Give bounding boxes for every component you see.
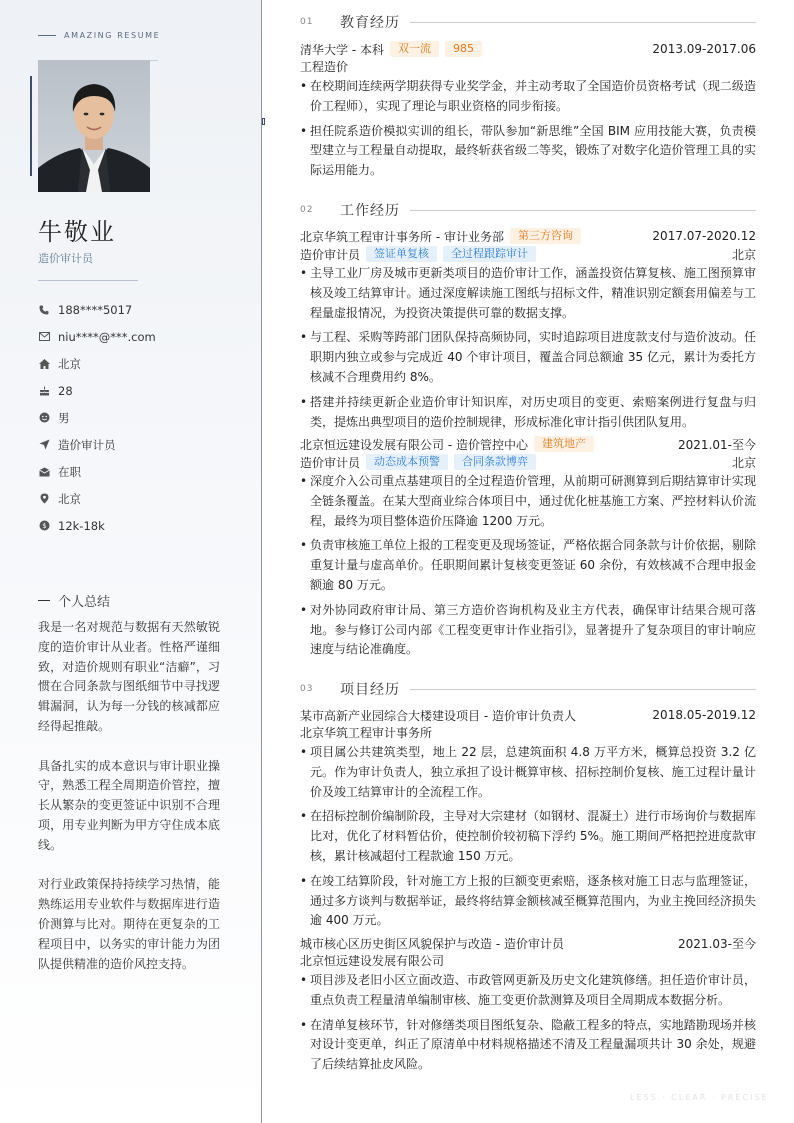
contact-position (38, 431, 248, 458)
contact-text: 男 (58, 410, 70, 425)
project-header (300, 934, 756, 952)
project-bullets (300, 971, 756, 1075)
project-date: 2018.05-2019.12 (652, 708, 756, 722)
location-icon (38, 493, 50, 505)
job-block (300, 435, 756, 665)
section-rule (410, 210, 756, 211)
contact-email (38, 323, 248, 350)
brand-line (38, 35, 56, 36)
company-tag: 第三方咨询 (510, 228, 581, 244)
salary-icon (38, 520, 50, 532)
education-block (300, 40, 756, 186)
job-role-row (300, 245, 756, 263)
job-role-row (300, 453, 756, 471)
gender-icon (38, 412, 50, 424)
list-item: • 搭建并持续更新企业造价审计知识库，对历史项目的变更、索赔案例进行复盘与归类，提炼出典型项目的造价控制规律，形成标准化审计指引供团队复用。 (300, 393, 756, 433)
project-name: 城市核心区历史街区风貌保护与改造 - 造价审计员 (300, 936, 564, 951)
education-date: 2013.09-2017.06 (652, 42, 756, 56)
list-item: • 在招标控制价编制阶段，主导对大宗建材（如钢材、混凝土）进行市场询价与数据库比对，优化了材料暂估价，使控制价较初稿下浮约 5%。施工期间严格把控进度款审核，累计核减超付工程款逾 150 万元。 (300, 807, 756, 866)
job-header (300, 227, 756, 245)
home-icon (38, 358, 50, 370)
job-block (300, 227, 756, 437)
brand-text: AMAZING RESUME (64, 31, 161, 40)
contact-age (38, 377, 248, 404)
section-title: 教育经历 (340, 15, 400, 31)
job-bullets (300, 472, 756, 660)
list-item: • 项目属公共建筑类型，地上 22 层，总建筑面积 4.8 万平方米，概算总投资 3.2 亿元。作为审计负责人，独立承担了设计概算审核、招标控制价复核、施工过程计量计价及竣工结算审计的全流程工作。 (300, 743, 756, 802)
contact-salary (38, 512, 248, 539)
footer-watermark: LESS · CLEAR · PRECISE (630, 1093, 769, 1102)
school-tag: 双一流 (390, 41, 439, 57)
project-org: 北京华筑工程审计事务所 (300, 726, 433, 740)
job-header (300, 435, 756, 453)
list-item: • 与工程、采购等跨部门团队保持高频协同，实时追踪项目进度款支付与造价波动。任职期内独立或参与完成近 40 个审计项目，覆盖合同总额逾 35 亿元，累计为委托方核减不合理费用约 8%。 (300, 328, 756, 387)
profile-title: 造价审计员 (38, 252, 93, 265)
contact-phone (38, 296, 248, 323)
section-title: 工作经历 (340, 203, 400, 219)
summary-dash (38, 600, 50, 601)
summary-text (38, 618, 220, 994)
job-company: 北京华筑工程审计事务所 - 审计业务部 (300, 229, 504, 244)
section-education (300, 12, 756, 32)
section-rule (410, 22, 756, 23)
status-icon (38, 466, 50, 478)
phone-icon (38, 304, 50, 316)
list-item: • 担任院系造价模拟实训的组长，带队参加“新思维”全国 BIM 应用技能大赛，负责模型建立与工程量自动提取，最终斩获省级二等奖，锻炼了对数字化造价管理工具的实际运用能力。 (300, 122, 756, 181)
role-tag: 签证单复核 (366, 246, 437, 262)
job-company: 北京恒远建设发展有限公司 - 造价管控中心 (300, 437, 528, 452)
project-org: 北京恒远建设发展有限公司 (300, 954, 445, 968)
contact-text: 28 (58, 383, 73, 398)
section-number: 03 (300, 684, 314, 694)
summary-title: 个人总结 (58, 595, 111, 610)
project-block (300, 706, 756, 936)
contact-home (38, 350, 248, 377)
list-item: • 深度介入公司重点基建项目的全过程造价管理，从前期可研测算到后期结算审计实现全链条覆盖。在某大型商业综合体项目中，通过优化桩基施工方案、严控材料认价流程，最终为项目整体造价压降逾 1200 万元。 (300, 472, 756, 531)
contact-text: niu****@***.com (58, 329, 156, 344)
contact-list (38, 296, 248, 539)
contact-text: 造价审计员 (58, 437, 116, 452)
contact-text: 在职 (58, 464, 81, 479)
project-header (300, 706, 756, 724)
brand (38, 31, 160, 40)
name-divider (38, 280, 138, 281)
job-bullets (300, 264, 756, 432)
job-city: 北京 (731, 455, 756, 470)
list-item: • 在竣工结算阶段，针对施工方上报的巨额变更索赔，逐条核对施工日志与监理签证，通过多方谈判与数据举证，最终将结算金额核减至概算范围内，为业主挽回经济损失逾 400 万元。 (300, 872, 756, 931)
profile-name: 牛敬业 (38, 218, 116, 246)
summary-paragraph: 我是一名对规范与数据有天然敏锐度的造价审计从业者。性格严谨细致，对造价规则有职业“洁癖”，习惯在合同条款与图纸细节中寻找逻辑漏洞，认为每一分钱的核减都应经得起推敲。 (38, 620, 220, 733)
list-item: • 在清单复核环节，针对修缮类项目图纸复杂、隐蔽工程多的特点，实地踏勘现场并核对设计变更单，纠正了原清单中材料规格描述不清及工程量漏项共计 30 余处，规避了后续结算扯皮风险。 (300, 1016, 756, 1075)
company-tag: 建筑地产 (534, 436, 594, 452)
send-icon (38, 439, 50, 451)
education-bullets (300, 77, 756, 181)
project-date: 2021.03-至今 (678, 936, 756, 951)
job-date: 2021.01-至今 (678, 437, 756, 452)
school-name: 清华大学 - 本科 (300, 42, 384, 57)
role-tag: 合同条款博弈 (454, 454, 536, 470)
section-number: 01 (300, 17, 314, 27)
contact-text: 北京 (58, 356, 81, 371)
avatar (38, 60, 150, 192)
section-number: 02 (300, 205, 314, 215)
summary-heading (38, 591, 110, 610)
gutter-marker (262, 118, 265, 125)
section-work (300, 200, 756, 220)
cake-icon (38, 385, 50, 397)
role-tag: 全过程跟踪审计 (443, 246, 536, 262)
section-projects (300, 679, 756, 699)
education-header (300, 40, 756, 58)
education-major: 工程造价 (300, 60, 349, 74)
job-role: 造价审计员 (300, 247, 361, 262)
summary-paragraph: 对行业政策保持持续学习热情，能熟练运用专业软件与数据库进行造价测算与比对。期待在更复杂的工程项目中，以务实的审计能力为团队提供精准的造价风控支持。 (38, 877, 220, 971)
mail-icon (38, 331, 50, 343)
section-rule (410, 689, 756, 690)
section-title: 项目经历 (340, 682, 400, 698)
project-bullets (300, 743, 756, 931)
sidebar-divider (261, 0, 262, 1123)
job-city: 北京 (731, 247, 756, 262)
contact-gender (38, 404, 248, 431)
contact-text: 12k-18k (58, 518, 105, 533)
summary-paragraph: 具备扎实的成本意识与审计职业操守，熟悉工程全周期造价管控，擅长从繁杂的变更签证中识别不合理项，用专业判断为甲方守住成本底线。 (38, 758, 220, 852)
school-tag: 985 (445, 41, 482, 57)
project-name: 某市高新产业园综合大楼建设项目 - 造价审计负责人 (300, 708, 576, 723)
contact-text: 188****5017 (58, 302, 133, 317)
svg-text:$: $ (41, 522, 47, 531)
job-date: 2017.07-2020.12 (652, 229, 756, 243)
list-item: • 项目涉及老旧小区立面改造、市政管网更新及历史文化建筑修缮。担任造价审计员，重点负责工程量清单编制审核、施工变更价款测算及项目全周期成本数据分析。 (300, 971, 756, 1011)
list-item: • 主导工业厂房及城市更新类项目的造价审计工作，涵盖投资估算复核、施工图预算审核及竣工结算审计。通过深度解读施工图纸与招标文件，精准识别定额套用偏差与工程量虚报情况，为投资决策提供可靠的数据支撑。 (300, 264, 756, 323)
role-tag: 动态成本预警 (366, 454, 448, 470)
contact-text: 北京 (58, 491, 81, 506)
job-role: 造价审计员 (300, 455, 361, 470)
list-item: • 负责审核施工单位上报的工程变更及现场签证，严格依据合同条款与计价依据，剔除重复计量与虚高单价。任职期间累计复核变更签证 60 余份，有效核减不合理申报金额逾 80 万元。 (300, 536, 756, 595)
list-item: • 对外协同政府审计局、第三方造价咨询机构及业主方代表，确保审计结果合规可落地。参与修订公司内部《工程变更审计作业指引》，显著提升了复杂项目的审计响应速度与结论准确度。 (300, 601, 756, 660)
avatar-portrait-icon (38, 60, 150, 192)
project-block (300, 934, 756, 1080)
list-item: • 在校期间连续两学期获得专业奖学金，并主动考取了全国造价员资格考试（现二级造价工程师），实现了理论与职业资格的同步衔接。 (300, 77, 756, 117)
contact-location (38, 485, 248, 512)
photo-accent-bar (30, 76, 32, 176)
contact-status (38, 458, 248, 485)
